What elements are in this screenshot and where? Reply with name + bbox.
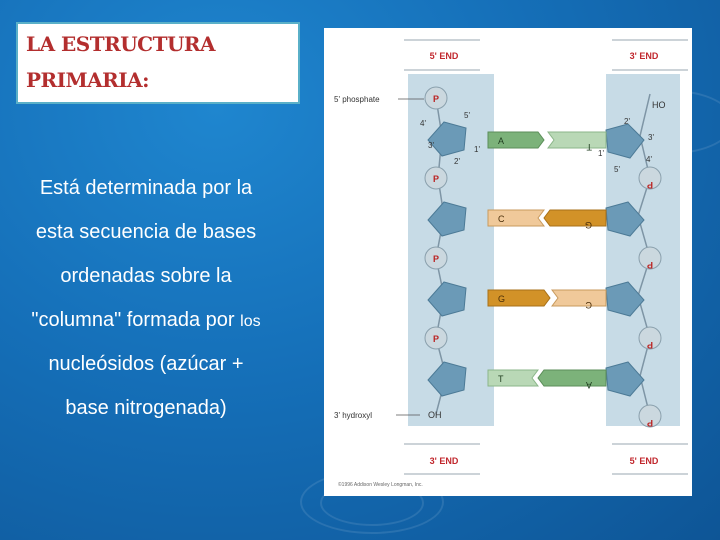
base-C-label: C bbox=[585, 300, 592, 310]
one-prime-label: 1' bbox=[474, 145, 480, 154]
left-phosphate bbox=[425, 247, 447, 269]
title-line-2: PRIMARIA: bbox=[26, 68, 150, 92]
title-line-1: LA ESTRUCTURA bbox=[26, 32, 216, 56]
left-bottom-end-label: 3' END bbox=[429, 456, 459, 466]
right-ho-label: HO bbox=[652, 100, 666, 110]
five-prime-label: 5' bbox=[464, 111, 470, 120]
base-pair-G-C bbox=[488, 290, 606, 310]
base-A-label: A bbox=[498, 136, 505, 146]
body-line-4 bbox=[0, 298, 292, 342]
right-five-prime-label: 5' bbox=[614, 165, 620, 174]
right-four-prime-label: 4' bbox=[646, 155, 652, 164]
left-top-end-label: 5' END bbox=[429, 51, 459, 61]
svg-text:P: P bbox=[432, 334, 440, 344]
left-oh-label: OH bbox=[428, 410, 442, 420]
svg-text:P: P bbox=[646, 260, 654, 270]
body-line-4-small: los bbox=[240, 313, 261, 330]
body-line-1: Está determinada por la bbox=[39, 177, 253, 199]
three-prime-hydroxyl-label: 3' hydroxyl bbox=[334, 411, 372, 420]
base-T-label: T bbox=[498, 374, 504, 384]
base-pair-T-A bbox=[488, 370, 606, 390]
right-top-end-label: 3' END bbox=[629, 51, 659, 61]
right-two-prime-label: 2' bbox=[624, 117, 630, 126]
svg-text:P: P bbox=[646, 418, 654, 428]
copyright-text: ©1996 Addison Wesley Longman, Inc. bbox=[338, 482, 423, 488]
base-A-label: A bbox=[585, 380, 592, 390]
base-G-label: G bbox=[584, 220, 592, 230]
svg-text:P: P bbox=[646, 180, 654, 190]
base-G-label: G bbox=[498, 294, 506, 304]
body-paragraph bbox=[0, 166, 292, 430]
body-line-6: base nitrogenada) bbox=[65, 397, 227, 419]
base-C-label: C bbox=[498, 214, 505, 224]
dna-strand-diagram bbox=[324, 28, 692, 496]
body-line-4-main: "columna" formada por bbox=[31, 309, 241, 331]
body-line-5: nucleósidos (azúcar + bbox=[48, 353, 244, 375]
right-one-prime-label: 1' bbox=[598, 149, 604, 158]
five-prime-phosphate-label: 5' phosphate bbox=[334, 95, 380, 104]
right-bottom-end-label: 5' END bbox=[629, 456, 659, 466]
two-prime-label: 2' bbox=[454, 157, 460, 166]
svg-text:P: P bbox=[432, 94, 440, 104]
three-prime-label: 3' bbox=[428, 141, 434, 150]
base-pair-A-T bbox=[488, 132, 606, 152]
right-three-prime-label: 3' bbox=[648, 133, 654, 142]
body-line-2: esta secuencia de bases bbox=[35, 221, 257, 243]
base-T-label: T bbox=[586, 142, 592, 152]
left-phosphate bbox=[425, 87, 447, 109]
left-phosphate bbox=[425, 327, 447, 349]
svg-text:P: P bbox=[432, 174, 440, 184]
four-prime-label: 4' bbox=[420, 119, 426, 128]
body-line-3: ordenadas sobre la bbox=[60, 265, 232, 287]
svg-text:P: P bbox=[646, 340, 654, 350]
svg-text:P: P bbox=[432, 254, 440, 264]
left-phosphate bbox=[425, 167, 447, 189]
base-pair-C-G bbox=[488, 210, 606, 230]
title-box bbox=[16, 22, 300, 104]
